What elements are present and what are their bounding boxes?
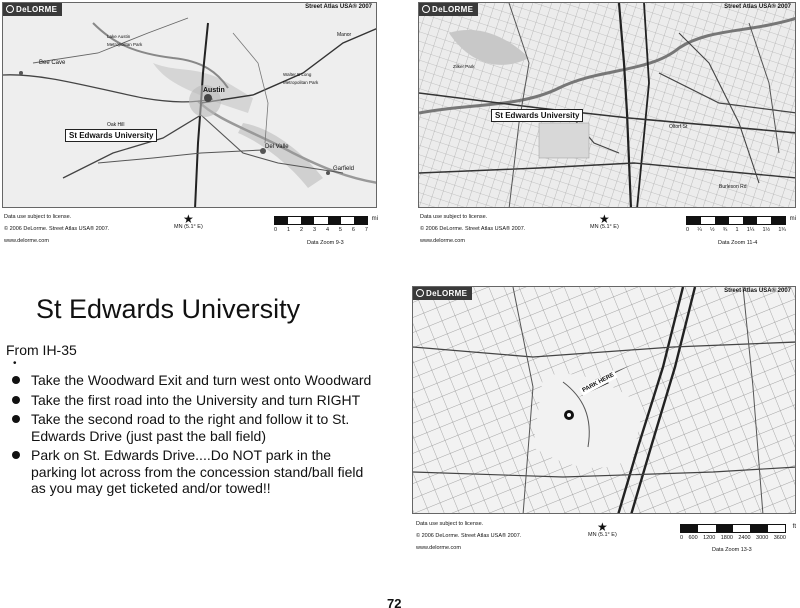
- north-star-icon: ★: [597, 520, 608, 534]
- place-label-del-valle: Del Valle: [265, 144, 289, 150]
- north-arrow: [174, 214, 203, 230]
- north-arrow: [588, 522, 617, 538]
- place-label-garfield: Garfield: [333, 166, 355, 172]
- scale-bar: [680, 524, 796, 541]
- street-label-burleson: Burleson Rd: [719, 184, 747, 190]
- map-panel-city: [418, 2, 796, 252]
- scale-checker: [274, 216, 368, 225]
- page-number: 72: [387, 596, 402, 608]
- website-link[interactable]: www.delorme.com: [416, 545, 461, 551]
- delorme-logo: DeLORME: [419, 3, 478, 16]
- zoom-level: Data Zoom 11-4: [718, 240, 758, 246]
- directions-title: St Edwards University: [36, 294, 301, 324]
- license-note: Data use subject to license.: [416, 521, 484, 527]
- delorme-logo: DeLORME: [3, 3, 62, 16]
- bullet-icon: [12, 396, 20, 404]
- step-item: Take the Woodward Exit and turn west onto Woodward: [12, 372, 372, 389]
- north-star-icon: ★: [183, 212, 194, 226]
- scale-unit: mi: [371, 216, 378, 222]
- magnetic-north-label: MN (5.1° E): [588, 532, 617, 538]
- map-canvas-detail[interactable]: [412, 286, 796, 514]
- scale-ticks: 0 ¼ ½ ¾ 1 1¼ 1½ 1¾: [686, 227, 786, 233]
- place-label-bee-cave: Bee Cave: [39, 60, 66, 66]
- scale-ticks: 0 600 1200 1800 2400 3000 3600: [680, 535, 786, 541]
- step-item: Park on St. Edwards Drive....Do NOT park in the parking lot across from the concession stand/ball field as you may get ticketed and/or towed!!: [12, 447, 372, 497]
- from-heading: From IH-35: [6, 342, 77, 358]
- place-label-oak-hill: Oak Hill: [107, 122, 125, 128]
- zoom-level: Data Zoom 9-3: [307, 240, 344, 246]
- product-name: Street Atlas USA® 2007: [305, 4, 372, 10]
- university-callout: St Edwards University: [65, 129, 157, 142]
- scale-checker: [686, 216, 786, 225]
- license-note: Data use subject to license.: [420, 214, 488, 220]
- empty-bullet: •: [13, 358, 17, 369]
- north-arrow: [590, 214, 619, 230]
- magnetic-north-label: MN (5.1° E): [590, 224, 619, 230]
- north-star-icon: ★: [599, 212, 610, 226]
- city-map-graphic: [419, 3, 796, 208]
- step-item: Take the second road to the right and follow it to St. Edwards Drive (just past the ball field): [12, 411, 372, 444]
- place-label-walter-long-park: Walter E Long Metropolitan Park: [283, 72, 319, 85]
- globe-icon: [422, 5, 430, 13]
- street-label-oltorf: Oltorf St: [669, 124, 688, 130]
- place-label-austin: Austin: [203, 87, 225, 94]
- magnetic-north-label: MN (5.1° E): [174, 224, 203, 230]
- globe-icon: [6, 5, 14, 13]
- bullet-icon: [12, 451, 20, 459]
- place-label-zilker-park: Zilker Park: [453, 64, 475, 69]
- scale-ticks: 0 1 2 3 4 5 6 7: [274, 227, 368, 233]
- website-link[interactable]: www.delorme.com: [420, 238, 465, 244]
- scale-bar: [686, 216, 796, 233]
- scale-checker: [680, 524, 786, 533]
- map-canvas-regional[interactable]: [2, 2, 377, 208]
- place-label-manor: Manor: [337, 32, 352, 38]
- copyright-note: © 2006 DeLorme. Street Atlas USA® 2007.: [420, 226, 526, 232]
- map-panel-regional: [2, 2, 377, 252]
- zoom-level: Data Zoom 13-3: [712, 547, 752, 553]
- product-name: Street Atlas USA® 2007: [724, 4, 791, 10]
- license-note: Data use subject to license.: [4, 214, 72, 220]
- park-here-label: PARK HERE: [579, 370, 617, 395]
- scale-bar: [274, 216, 378, 233]
- place-label-lake-austin-park: Lake Austin Metropolitan Park: [107, 34, 143, 47]
- scale-unit: ft: [792, 524, 796, 530]
- regional-map-graphic: [3, 3, 377, 208]
- delorme-logo: DeLORME: [413, 287, 472, 300]
- step-item: Take the first road into the University and turn RIGHT: [12, 392, 372, 409]
- copyright-note: © 2006 DeLorme. Street Atlas USA® 2007.: [416, 533, 522, 539]
- product-name: Street Atlas USA® 2007: [724, 288, 791, 294]
- copyright-note: © 2006 DeLorme. Street Atlas USA® 2007.: [4, 226, 110, 232]
- directions-steps: [12, 372, 372, 500]
- globe-icon: [416, 289, 424, 297]
- map-canvas-city[interactable]: [418, 2, 796, 208]
- map-panel-detail: [412, 286, 796, 558]
- university-callout: St Edwards University: [491, 109, 583, 122]
- bullet-icon: [12, 376, 20, 384]
- website-link[interactable]: www.delorme.com: [4, 238, 49, 244]
- bullet-icon: [12, 415, 20, 423]
- scale-unit: mi: [789, 216, 796, 222]
